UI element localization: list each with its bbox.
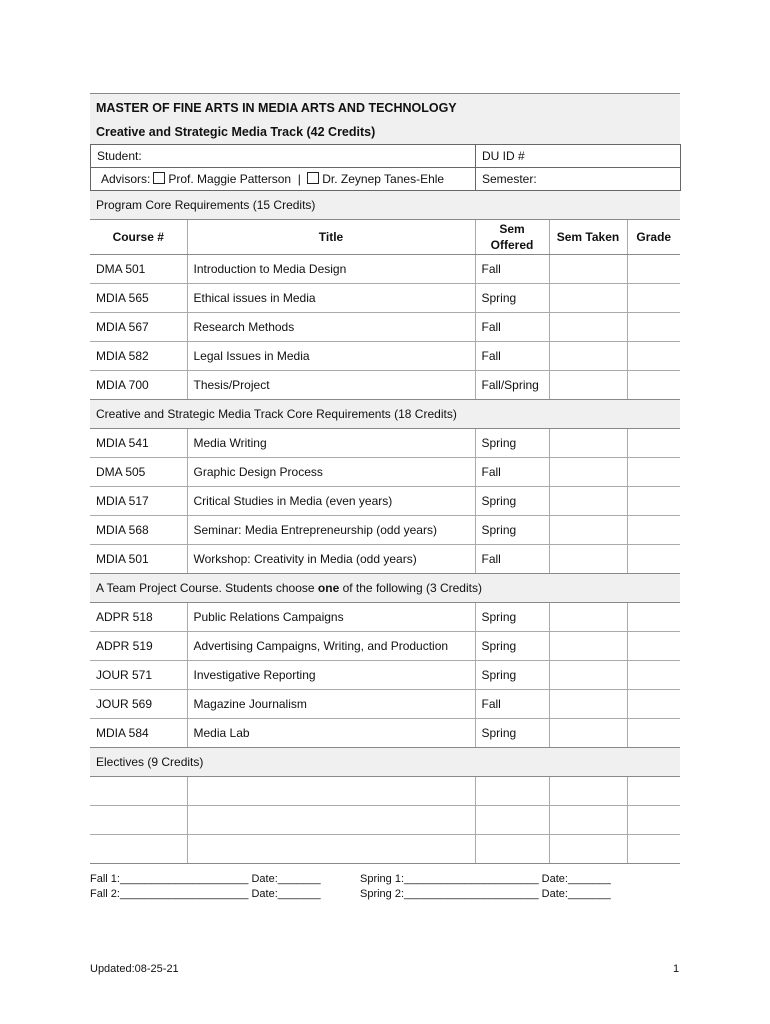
sem-taken-field[interactable]: [549, 690, 627, 719]
spring-1-line[interactable]: Spring 1:______________________ Date:_______: [360, 873, 611, 885]
sem-offered: Spring: [475, 632, 549, 661]
course-title: Advertising Campaigns, Writing, and Production: [187, 632, 475, 661]
course-number: MDIA 568: [90, 516, 187, 545]
sem-offered: Spring: [475, 429, 549, 458]
grade-field[interactable]: [627, 603, 680, 632]
grade-field[interactable]: [627, 545, 680, 574]
du-id-label: DU ID #: [482, 149, 525, 163]
grade-field[interactable]: [627, 342, 680, 371]
course-number: MDIA 582: [90, 342, 187, 371]
course-title: Introduction to Media Design: [187, 255, 475, 284]
grade-field[interactable]: [627, 690, 680, 719]
advisors-label: Advisors:: [101, 172, 151, 186]
grade-field[interactable]: [627, 458, 680, 487]
heading-emphasis: one: [317, 581, 340, 595]
table-row: [90, 632, 680, 661]
sem-taken-field[interactable]: [549, 255, 627, 284]
course-number: JOUR 571: [90, 661, 187, 690]
grade-field[interactable]: [627, 255, 680, 284]
advisors-cell: [91, 168, 476, 191]
advisor-1-checkbox[interactable]: [153, 172, 165, 184]
sem-offered: Spring: [475, 516, 549, 545]
course-number: MDIA 584: [90, 719, 187, 748]
section-heading-team-project: [90, 574, 680, 603]
sem-taken-field[interactable]: [549, 806, 627, 835]
grade-field[interactable]: [627, 516, 680, 545]
course-number: ADPR 518: [90, 603, 187, 632]
table-row: [90, 487, 680, 516]
grade-field[interactable]: [627, 487, 680, 516]
sem-taken-field[interactable]: [549, 632, 627, 661]
subtitle-row: [90, 120, 680, 144]
course-title: Media Lab: [187, 719, 475, 748]
page-title: MASTER OF FINE ARTS IN MEDIA ARTS AND TECHNOLOGY: [90, 94, 680, 121]
sem-offered: Spring: [475, 719, 549, 748]
page-subtitle: Creative and Strategic Media Track (42 Credits): [96, 125, 376, 139]
section-heading-core: Program Core Requirements (15 Credits): [90, 191, 680, 220]
student-row: [91, 145, 681, 168]
course-title: Magazine Journalism: [187, 690, 475, 719]
sem-taken-field[interactable]: [549, 342, 627, 371]
elective-title-field[interactable]: [187, 806, 475, 835]
elective-offered-field[interactable]: [475, 777, 549, 806]
column-header-row: [90, 220, 680, 255]
sem-taken-field[interactable]: [549, 516, 627, 545]
advisor-2-checkbox[interactable]: [307, 172, 319, 184]
advisor-1-name: Prof. Maggie Patterson: [168, 172, 292, 186]
sem-offered: Spring: [475, 603, 549, 632]
grade-field[interactable]: [627, 806, 680, 835]
elective-course-field[interactable]: [90, 806, 187, 835]
sem-taken-field[interactable]: [549, 284, 627, 313]
table-row: [90, 313, 680, 342]
du-id-field[interactable]: [476, 145, 681, 168]
section-heading-row: [90, 574, 680, 603]
fall-2-line[interactable]: Fall 2:_____________________ Date:_______: [90, 888, 321, 900]
elective-title-field[interactable]: [187, 777, 475, 806]
table-row: [90, 545, 680, 574]
table-row: [90, 516, 680, 545]
table-row: [90, 777, 680, 806]
page-number: 1: [673, 963, 680, 975]
course-title: Thesis/Project: [187, 371, 475, 400]
student-field[interactable]: [91, 145, 476, 168]
table-row: [90, 284, 680, 313]
fall-signoff-block: [90, 872, 321, 902]
title-row: [90, 94, 680, 121]
sem-taken-field[interactable]: [549, 777, 627, 806]
course-number: MDIA 565: [90, 284, 187, 313]
course-title: Media Writing: [187, 429, 475, 458]
sem-taken-field[interactable]: [549, 545, 627, 574]
semester-field[interactable]: [476, 168, 681, 191]
grade-field[interactable]: [627, 777, 680, 806]
section-heading-track-core: Creative and Strategic Media Track Core Requirements (18 Credits): [90, 400, 680, 429]
grade-field[interactable]: [627, 429, 680, 458]
column-header-title: Title: [187, 220, 475, 255]
section-heading-row: [90, 748, 680, 777]
course-number: MDIA 541: [90, 429, 187, 458]
table-row: [90, 603, 680, 632]
course-table: [90, 191, 680, 864]
grade-field[interactable]: [627, 284, 680, 313]
updated-date: Updated:08-25-21: [90, 963, 179, 975]
sem-taken-field[interactable]: [549, 487, 627, 516]
course-number: MDIA 501: [90, 545, 187, 574]
advisors-row: [91, 168, 681, 191]
table-row: [90, 255, 680, 284]
course-title: Ethical issues in Media: [187, 284, 475, 313]
sem-offered: Fall: [475, 313, 549, 342]
course-title: Critical Studies in Media (even years): [187, 487, 475, 516]
table-row: [90, 458, 680, 487]
sem-offered: Spring: [475, 661, 549, 690]
course-title: Graphic Design Process: [187, 458, 475, 487]
course-number: DMA 505: [90, 458, 187, 487]
course-number: JOUR 569: [90, 690, 187, 719]
sem-taken-field[interactable]: [549, 835, 627, 864]
course-number: DMA 501: [90, 255, 187, 284]
course-number: MDIA 517: [90, 487, 187, 516]
table-row: [90, 429, 680, 458]
student-label: Student:: [97, 149, 142, 163]
course-title: Workshop: Creativity in Media (odd years): [187, 545, 475, 574]
sem-offered: Fall/Spring: [475, 371, 549, 400]
course-title: Legal Issues in Media: [187, 342, 475, 371]
course-number: MDIA 700: [90, 371, 187, 400]
heading-text: A Team Project Course. Students choose: [96, 581, 318, 595]
table-row: [90, 342, 680, 371]
advisor-2-name: Dr. Zeynep Tanes-Ehle: [322, 172, 445, 186]
sem-taken-field[interactable]: [549, 429, 627, 458]
section-heading-electives: Electives (9 Credits): [90, 748, 680, 777]
elective-title-field[interactable]: [187, 835, 475, 864]
heading-text: of the following (3 Credits): [339, 581, 482, 595]
sem-offered: Fall: [475, 255, 549, 284]
fall-1-line[interactable]: Fall 1:_____________________ Date:_______: [90, 873, 321, 885]
sem-offered: Fall: [475, 342, 549, 371]
header-table: [90, 93, 680, 144]
grade-field[interactable]: [627, 661, 680, 690]
elective-course-field[interactable]: [90, 777, 187, 806]
table-row: [90, 690, 680, 719]
sem-taken-field[interactable]: [549, 603, 627, 632]
course-title: Investigative Reporting: [187, 661, 475, 690]
grade-field[interactable]: [627, 371, 680, 400]
table-row: [90, 806, 680, 835]
elective-offered-field[interactable]: [475, 835, 549, 864]
column-header-sem-offered: Sem Offered: [475, 220, 549, 255]
spring-signoff-block: [360, 872, 611, 902]
sem-offered: Spring: [475, 284, 549, 313]
sem-taken-field[interactable]: [549, 313, 627, 342]
column-header-grade: Grade: [627, 220, 680, 255]
course-title: Public Relations Campaigns: [187, 603, 475, 632]
elective-offered-field[interactable]: [475, 806, 549, 835]
elective-course-field[interactable]: [90, 835, 187, 864]
sem-offered: Spring: [475, 487, 549, 516]
sem-taken-field[interactable]: [549, 661, 627, 690]
semester-label: Semester:: [482, 172, 537, 186]
sem-taken-field[interactable]: [549, 458, 627, 487]
course-number: ADPR 519: [90, 632, 187, 661]
grade-field[interactable]: [627, 632, 680, 661]
grade-field[interactable]: [627, 719, 680, 748]
advisor-separator: |: [297, 172, 301, 186]
section-heading-row: [90, 400, 680, 429]
grade-field[interactable]: [627, 835, 680, 864]
spring-2-line[interactable]: Spring 2:______________________ Date:_______: [360, 888, 611, 900]
course-number: MDIA 567: [90, 313, 187, 342]
table-row: [90, 719, 680, 748]
table-row: [90, 661, 680, 690]
sem-offered: Fall: [475, 458, 549, 487]
sem-offered: Fall: [475, 545, 549, 574]
column-header-course: Course #: [90, 220, 187, 255]
course-title: Research Methods: [187, 313, 475, 342]
course-title: Seminar: Media Entrepreneurship (odd years): [187, 516, 475, 545]
grade-field[interactable]: [627, 313, 680, 342]
table-row: [90, 371, 680, 400]
sem-offered: Fall: [475, 690, 549, 719]
student-info-table: [90, 144, 681, 191]
sem-taken-field[interactable]: [549, 719, 627, 748]
section-heading-row: [90, 191, 680, 220]
column-header-sem-taken: Sem Taken: [549, 220, 627, 255]
table-row: [90, 835, 680, 864]
program-worksheet: [90, 93, 680, 864]
sem-taken-field[interactable]: [549, 371, 627, 400]
